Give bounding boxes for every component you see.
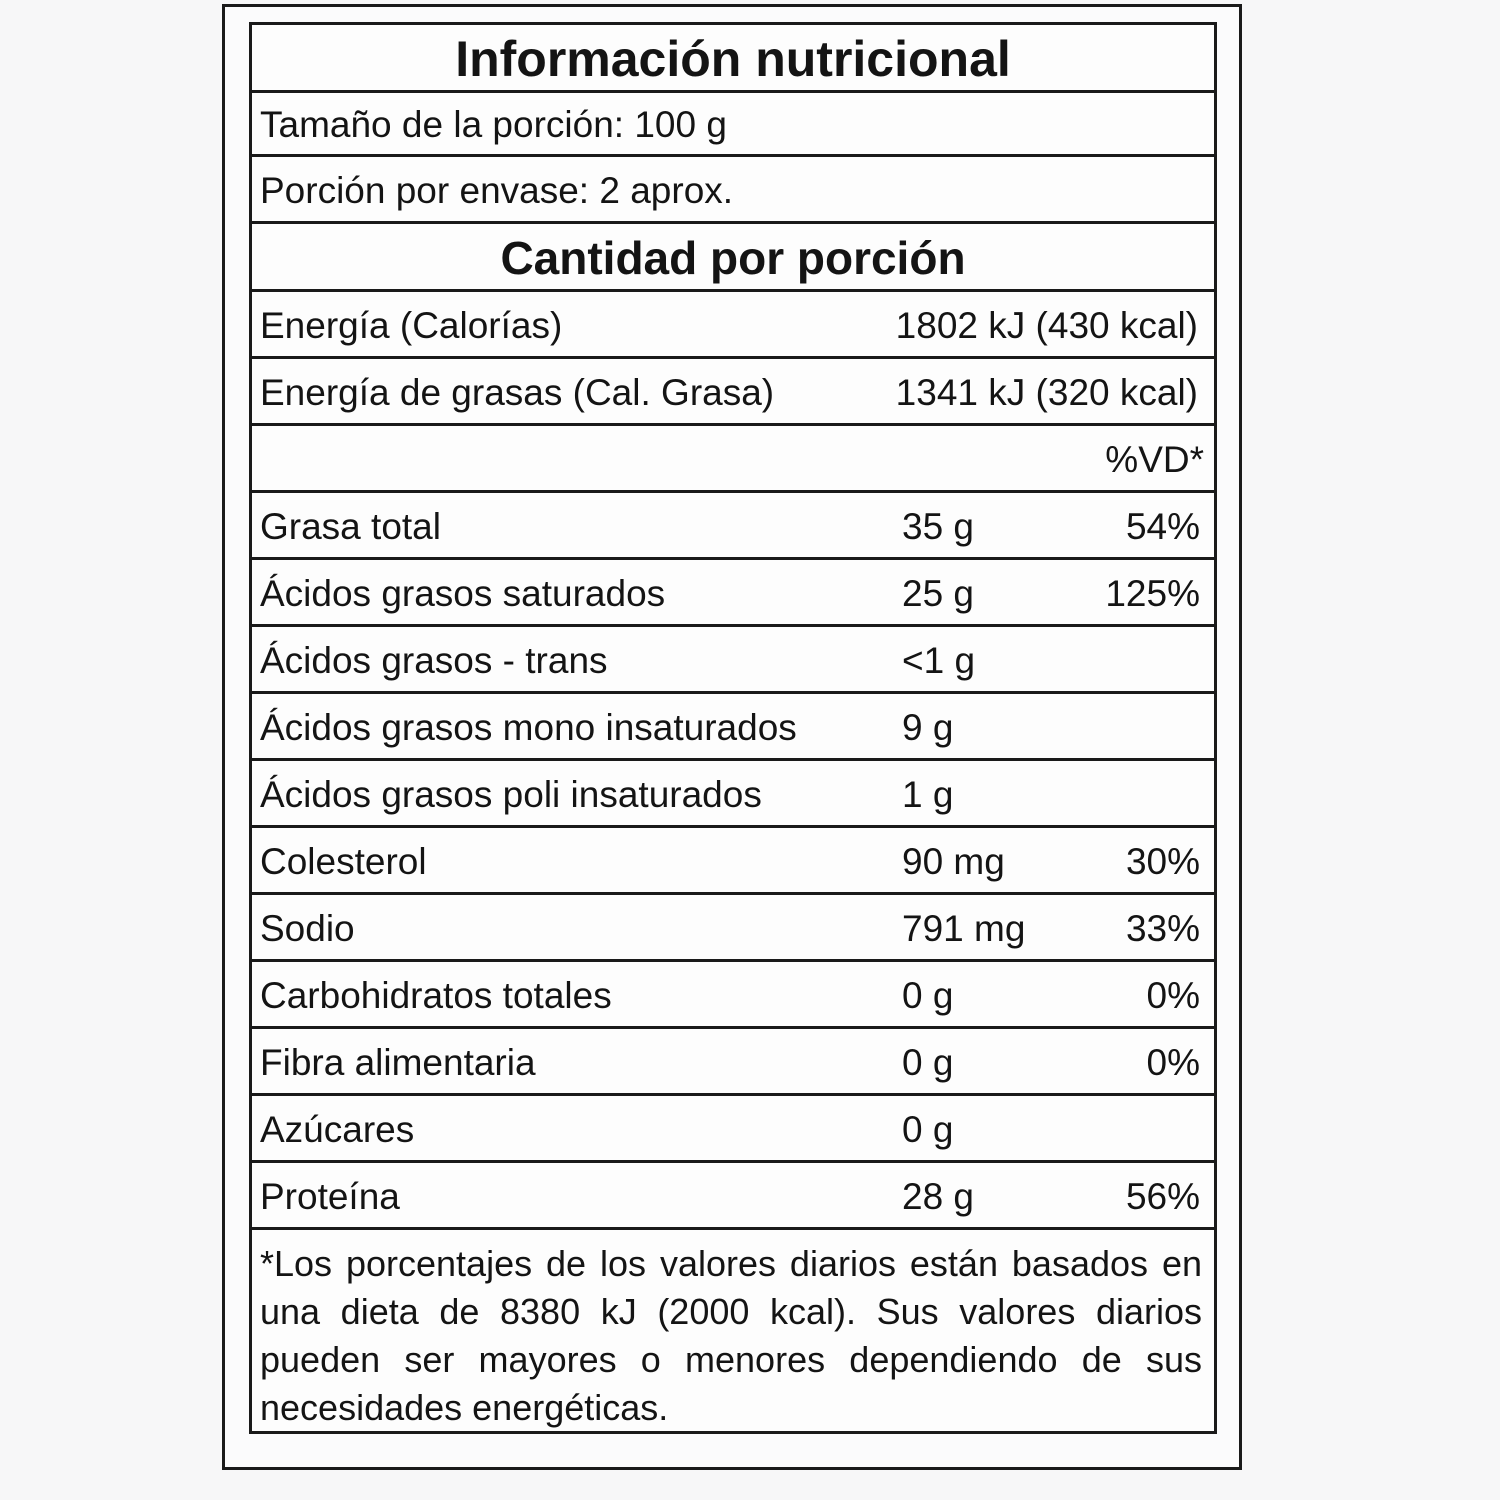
nutrient-name: Grasa total <box>260 506 441 547</box>
nutrient-daily-value: 0% <box>1146 1042 1200 1083</box>
nutrient-row <box>252 828 1214 895</box>
footnote: *Los porcentajes de los valores diarios están basados en una dieta de 8380 kJ (2000 kcal). Sus valores diarios pueden ser mayores o menores dependiendo de sus necesidades energéticas. <box>252 1230 1214 1434</box>
serving-size-row <box>252 93 1214 157</box>
nutrient-name: Ácidos grasos mono insaturados <box>260 707 797 748</box>
nutrient-name: Ácidos grasos poli insaturados <box>260 774 762 815</box>
energy-fat-row <box>252 359 1214 426</box>
nutrient-name: Colesterol <box>260 841 427 882</box>
nutrient-name: Carbohidratos totales <box>260 975 612 1016</box>
nutrient-row <box>252 761 1214 828</box>
dv-header-row <box>252 426 1214 493</box>
nutrient-name: Azúcares <box>260 1109 415 1150</box>
nutrient-amount: 0 g <box>902 1042 954 1083</box>
nutrient-amount: <1 g <box>902 640 976 681</box>
energy-value: 1802 kJ (430 kcal) <box>895 305 1198 346</box>
energy-fat-value: 1341 kJ (320 kcal) <box>895 372 1198 413</box>
nutrient-amount: 90 mg <box>902 841 1005 882</box>
amount-per-serving-heading: Cantidad por porción <box>252 224 1214 292</box>
nutrient-daily-value: 33% <box>1125 908 1200 949</box>
servings-per-container-text: Porción por envase: 2 aprox. <box>260 170 734 211</box>
nutrient-amount: 791 mg <box>902 908 1026 949</box>
serving-size-text: Tamaño de la porción: 100 g <box>260 104 727 145</box>
nutrient-amount: 9 g <box>902 707 954 748</box>
nutrient-name: Proteína <box>260 1176 400 1217</box>
nutrient-row <box>252 1163 1214 1230</box>
dv-header: %VD* <box>1105 439 1204 480</box>
nutrient-row <box>252 1096 1214 1163</box>
nutrient-rows <box>252 493 1214 1230</box>
nutrient-row <box>252 493 1214 560</box>
nutrient-row <box>252 962 1214 1029</box>
nutrient-amount: 0 g <box>902 1109 954 1150</box>
label-title: Información nutricional <box>252 25 1214 93</box>
nutrient-daily-value: 30% <box>1125 841 1200 882</box>
nutrient-name: Ácidos grasos saturados <box>260 573 666 614</box>
nutrition-facts-table <box>249 22 1217 1434</box>
nutrient-daily-value: 54% <box>1125 506 1200 547</box>
servings-per-container-row <box>252 157 1214 224</box>
energy-row <box>252 292 1214 359</box>
nutrient-daily-value: 56% <box>1125 1176 1200 1217</box>
nutrient-daily-value: 125% <box>1105 573 1200 614</box>
nutrient-amount: 1 g <box>902 774 954 815</box>
energy-fat-label: Energía de grasas (Cal. Grasa) <box>260 372 775 413</box>
nutrient-row <box>252 694 1214 761</box>
nutrient-amount: 0 g <box>902 975 954 1016</box>
nutrient-name: Ácidos grasos - trans <box>260 640 608 681</box>
nutrient-amount: 28 g <box>902 1176 975 1217</box>
nutrient-row <box>252 895 1214 962</box>
nutrient-name: Fibra alimentaria <box>260 1042 536 1083</box>
nutrient-row <box>252 1029 1214 1096</box>
nutrient-amount: 25 g <box>902 573 975 614</box>
nutrient-amount: 35 g <box>902 506 975 547</box>
energy-label: Energía (Calorías) <box>260 305 563 346</box>
nutrient-name: Sodio <box>260 908 355 949</box>
nutrient-row <box>252 627 1214 694</box>
nutrient-row <box>252 560 1214 627</box>
nutrient-daily-value: 0% <box>1146 975 1200 1016</box>
